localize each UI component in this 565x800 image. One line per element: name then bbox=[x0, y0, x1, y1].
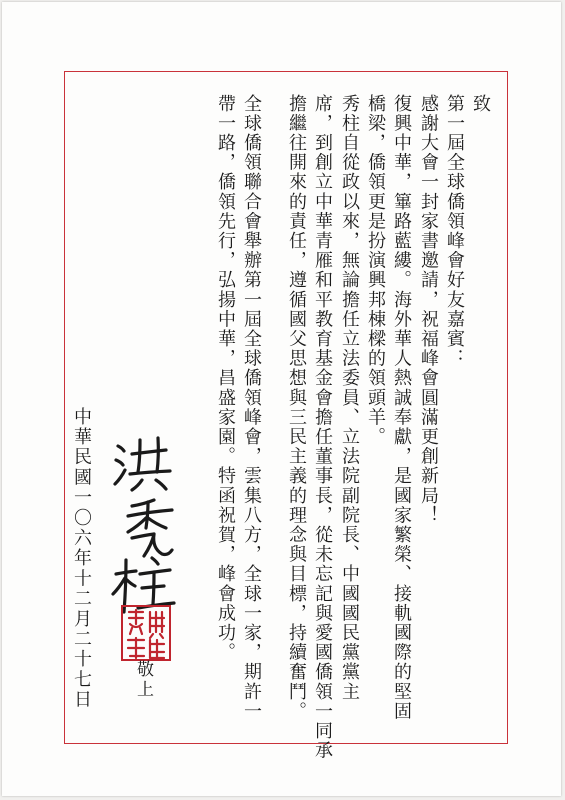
letter-date: 中華民國一〇六年十二月二十七日 bbox=[71, 407, 92, 710]
body-line-5: 席，到創立中華青雁和平教育基金會擔任董事長，從未忘記與愛國僑領一同承 bbox=[312, 94, 333, 761]
body-line-7: 全球僑領聯合會舉辦第一屆全球僑領峰會，雲集八方，全球一家，期許一 bbox=[241, 94, 262, 722]
body-line-1: 感謝大會一封家書邀請，祝福峰會圓滿更創新局！ bbox=[418, 94, 439, 526]
body-line-8: 帶一路，僑領先行，弘揚中華，昌盛家園。特函祝賀，峰會成功。 bbox=[215, 94, 236, 663]
body-line-3: 橋梁，僑領更是扮演興邦棟樑的領頭羊。 bbox=[365, 94, 386, 447]
body-line-2: 復興中華，篳路藍縷。海外華人熱誠奉獻，是國家繁榮、接軌國際的堅固 bbox=[391, 94, 412, 722]
closing-respectfully: 敬上 bbox=[133, 660, 153, 700]
salutation-recipient: 第一屆全球僑領峰會好友嘉賓： bbox=[444, 94, 465, 369]
red-seal-stamp bbox=[120, 604, 172, 662]
body-line-4: 秀柱自從政以來，無論擔任立法委員、立法院副院長、中國國民黨黨主 bbox=[339, 94, 360, 702]
salutation-prefix: 致 bbox=[470, 94, 491, 114]
letter-page bbox=[2, 2, 561, 796]
handwritten-signature bbox=[108, 434, 182, 619]
body-line-6: 擔繼往開來的責任，遵循國父思想與三民主義的理念與目標，持續奮鬥。 bbox=[286, 94, 307, 722]
